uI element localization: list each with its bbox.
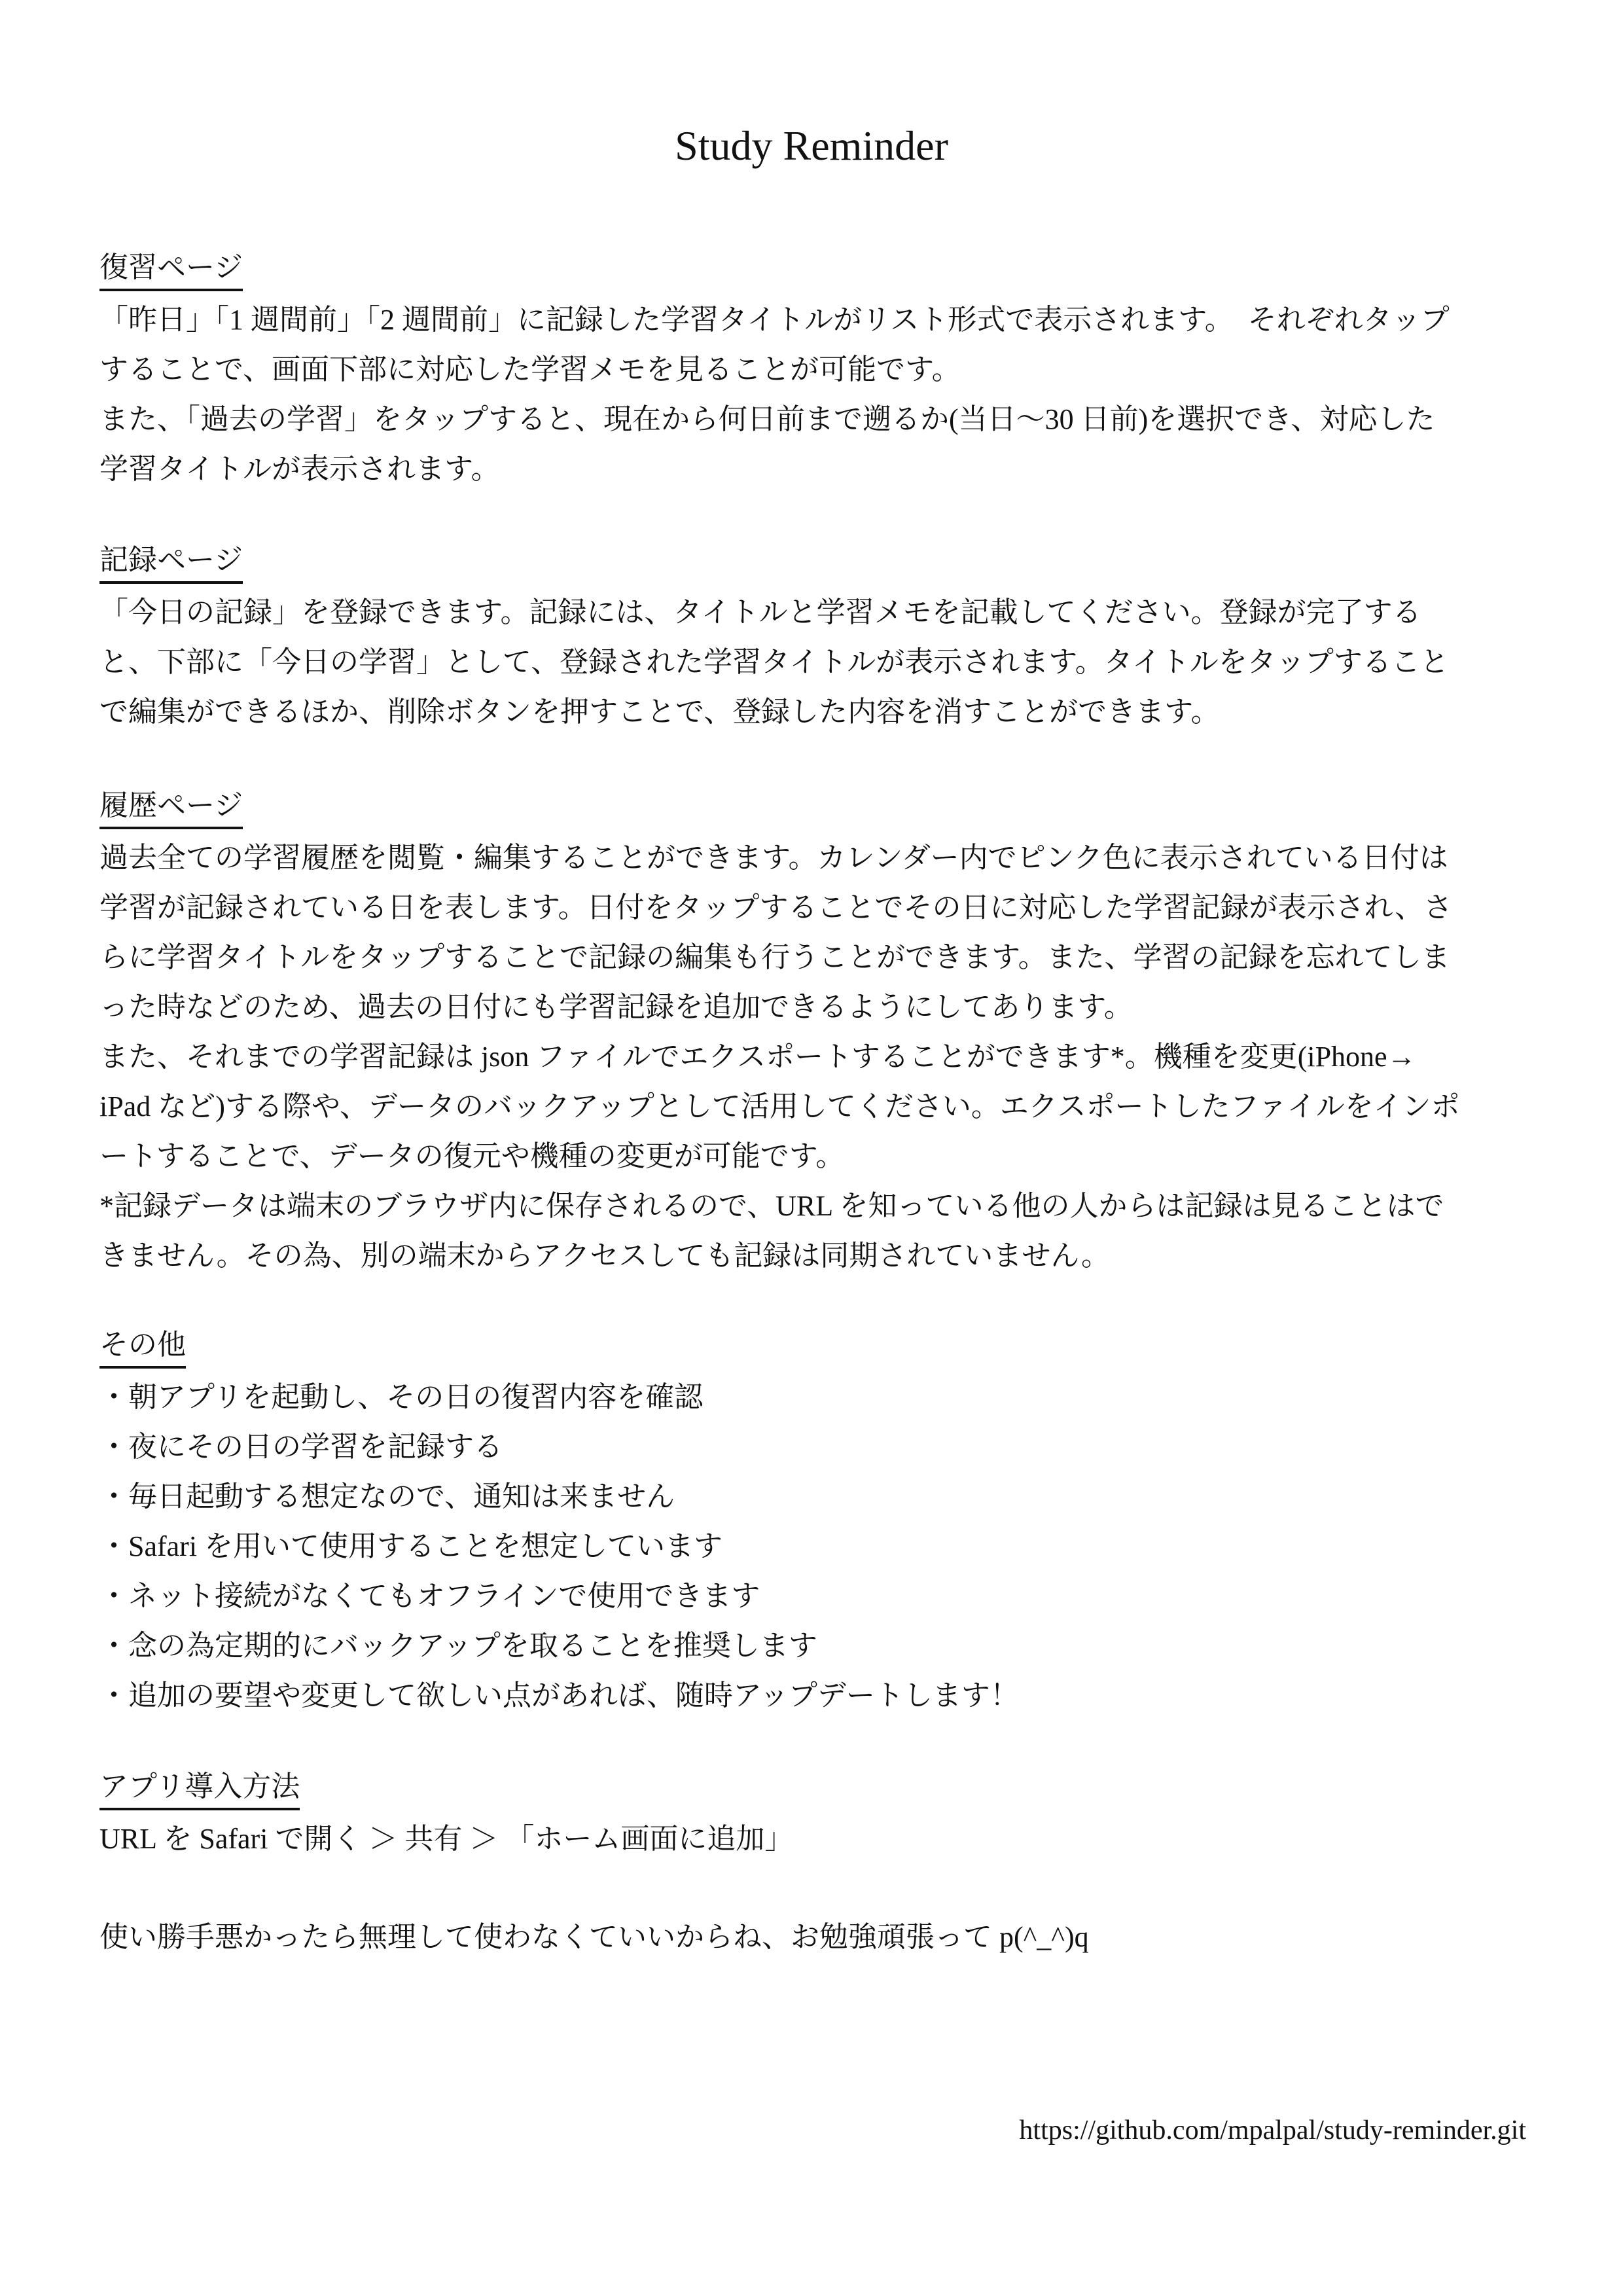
bullet-item: ・朝アプリを起動し、その日の復習内容を確認 (99, 1381, 704, 1413)
body-line: きません。その為、別の端末からアクセスしても記録は同期されていません。 (99, 1240, 1110, 1272)
body-line: URL を Safari で開く ＞ 共有 ＞ 「ホーム画面に追加」 (99, 1823, 794, 1855)
section-other (99, 1320, 1539, 1721)
body-line: *記録データは端末のブラウザ内に保存されるので、URL を知っている他の人からは記録は見ることはで (99, 1190, 1444, 1222)
section-heading: アプリ導入方法 (99, 1762, 300, 1810)
body-line: 学習タイトルが表示されます。 (99, 453, 500, 485)
body-line: と、下部に「今日の学習」として、登録された学習タイトルが表示されます。タイトルをタップすること (99, 646, 1449, 678)
bullet-item: ・ネット接続がなくてもオフラインで使用できます (99, 1580, 760, 1612)
section-install (99, 1762, 1539, 1864)
body-line: また、それまでの学習記録は json ファイルでエクスポートすることができます*。機種を変更(iPhone→ (99, 1041, 1416, 1073)
section-record-page (99, 535, 1539, 737)
section-history-page (99, 781, 1539, 1281)
body-line: った時などのため、過去の日付にも学習記録を追加できるようにしてあります。 (99, 991, 1133, 1023)
body-line: することで、画面下部に対応した学習メモを見ることが可能です。 (99, 353, 961, 386)
section-heading: 履歴ページ (99, 781, 243, 829)
bullet-item: ・念の為定期的にバックアップを取ることを推奨します (99, 1630, 817, 1662)
repo-url: https://github.com/mpalpal/study-reminder.git (1019, 2115, 1526, 2145)
section-review-page (99, 243, 1539, 494)
closing-note (99, 1912, 1539, 1962)
body-line: 「昨日」「1 週間前」「2 週間前」に記録した学習タイトルがリスト形式で表示されます。 それぞれタップ (99, 304, 1450, 336)
body-line: iPad など)する際や、データのバックアップとして活用してください。エクスポートしたファイルをインポ (99, 1090, 1460, 1122)
document-title: Study Reminder (675, 122, 948, 169)
section-heading: 復習ページ (99, 243, 243, 291)
body-line: 過去全ての学習履歴を閲覧・編集することができます。カレンダー内でピンク色に表示されている日付は (99, 842, 1448, 874)
bullet-item: ・追加の要望や変更して欲しい点があれば、随時アップデートします！ (99, 1679, 1019, 1712)
body-line: 「今日の記録」を登録できます。記録には、タイトルと学習メモを記載してください。登録が完了する (99, 596, 1421, 628)
section-heading: その他 (99, 1320, 186, 1369)
bullet-item: ・Safari を用いて使用することを想定しています (99, 1530, 723, 1562)
section-heading: 記録ページ (99, 535, 243, 584)
bullet-item: ・毎日起動する想定なので、通知は来ません (99, 1480, 675, 1513)
body-line: らに学習タイトルをタップすることで記録の編集も行うことができます。また、学習の記録を忘れてしま (99, 941, 1450, 973)
body-line: また、「過去の学習」をタップすると、現在から何日前まで遡るか(当日〜30 日前)を選択でき、対応した (99, 403, 1435, 435)
body-line: 学習が記録されている日を表します。日付をタップすることでその日に対応した学習記録が表示され、さ (99, 891, 1453, 924)
bullet-item: ・夜にその日の学習を記録する (99, 1431, 503, 1463)
closing-text: 使い勝手悪かったら無理して使わなくていいからね、お勉強頑張って p(^_^)q (99, 1921, 1089, 1953)
body-line: で編集ができるほか、削除ボタンを押すことで、登録した内容を消すことができます。 (99, 696, 1220, 728)
body-line: ートすることで、データの復元や機種の変更が可能です。 (99, 1140, 845, 1172)
